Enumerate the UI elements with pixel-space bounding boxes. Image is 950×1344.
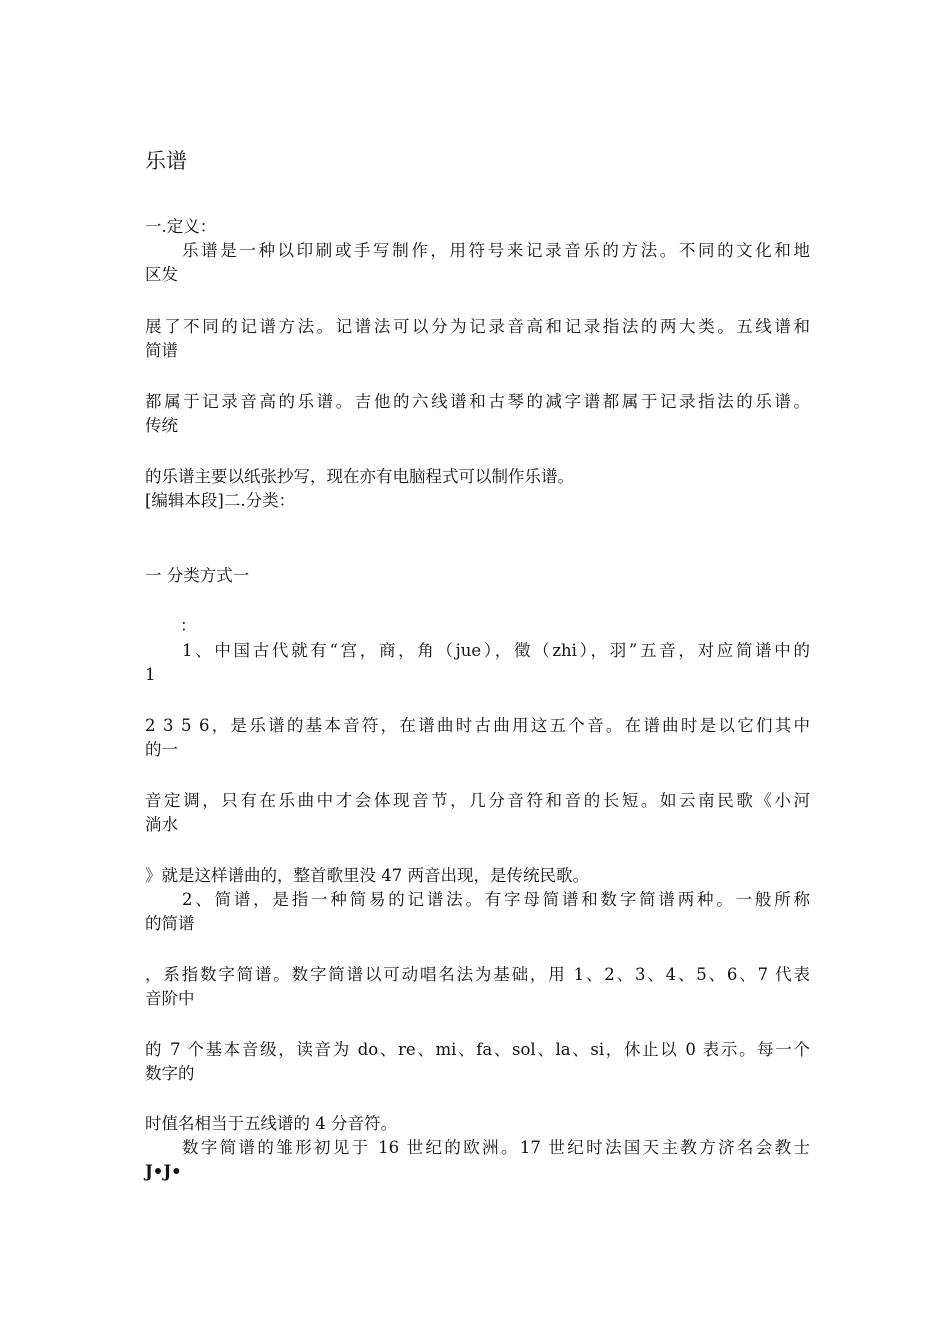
paragraph-line: 都属于记录音高的乐谱。吉他的六线谱和古琴的减字谱都属于记录指法的乐谱。 — [145, 392, 810, 411]
paragraph-line: ： — [180, 616, 197, 635]
paragraph-line: 》就是这样谱曲的，整首歌里没 47 两音出现，是传统民歌。 — [145, 866, 589, 885]
paragraph-line: 的乐谱主要以纸张抄写，现在亦有电脑程式可以制作乐谱。 — [145, 467, 574, 486]
subsection-heading: 一 分类方式一 — [145, 566, 250, 585]
paragraph-line: 音阶中 — [145, 989, 195, 1008]
paragraph-line: 1 — [145, 665, 156, 684]
section-heading-definition: 一.定义： — [145, 217, 217, 236]
paragraph-line: 1、中国古代就有“宫，商，角（jue），徵（zhi），羽”五音，对应简谱中的 — [182, 641, 810, 660]
paragraph-line: 乐谱是一种以印刷或手写制作，用符号来记录音乐的方法。不同的文化和地 — [182, 241, 810, 260]
paragraph-line: 展了不同的记谱方法。记谱法可以分为记录音高和记录指法的两大类。五线谱和 — [145, 317, 810, 336]
paragraph-line: J•J• — [145, 1162, 182, 1181]
paragraph-line: 传统 — [145, 416, 178, 435]
paragraph-line: 2 3 5 6，是乐谱的基本音符，在谱曲时古曲用这五个音。在谱曲时是以它们其中 — [145, 716, 810, 735]
paragraph-line: 淌水 — [145, 815, 178, 834]
paragraph-line: 的一 — [145, 740, 178, 759]
document-title: 乐谱 — [145, 149, 187, 173]
paragraph-line: 数字的 — [145, 1064, 195, 1083]
paragraph-line: 数字简谱的雏形初见于 16 世纪的欧洲。17 世纪时法国天主教方济名会教士 — [182, 1138, 810, 1157]
paragraph-line: 时值名相当于五线谱的 4 分音符。 — [145, 1114, 397, 1133]
paragraph-line: ，系指数字简谱。数字简谱以可动唱名法为基础，用 1、2、3、4、5、6、7 代表 — [145, 965, 810, 984]
paragraph-line: 音定调，只有在乐曲中才会体现音节，几分音符和音的长短。如云南民歌《小河 — [145, 791, 810, 810]
paragraph-line: 2、简谱，是指一种简易的记谱法。有字母简谱和数字简谱两种。一般所称 — [182, 890, 810, 909]
paragraph-line: 的简谱 — [145, 914, 195, 933]
section-heading-classification: [编辑本段]二.分类： — [145, 491, 296, 510]
paragraph-line: 的 7 个基本音级，读音为 do、re、mi、fa、sol、la、si，休止以 0 表示。每一个 — [145, 1040, 810, 1059]
paragraph-line: 简谱 — [145, 341, 178, 360]
paragraph-line: 区发 — [145, 265, 178, 284]
